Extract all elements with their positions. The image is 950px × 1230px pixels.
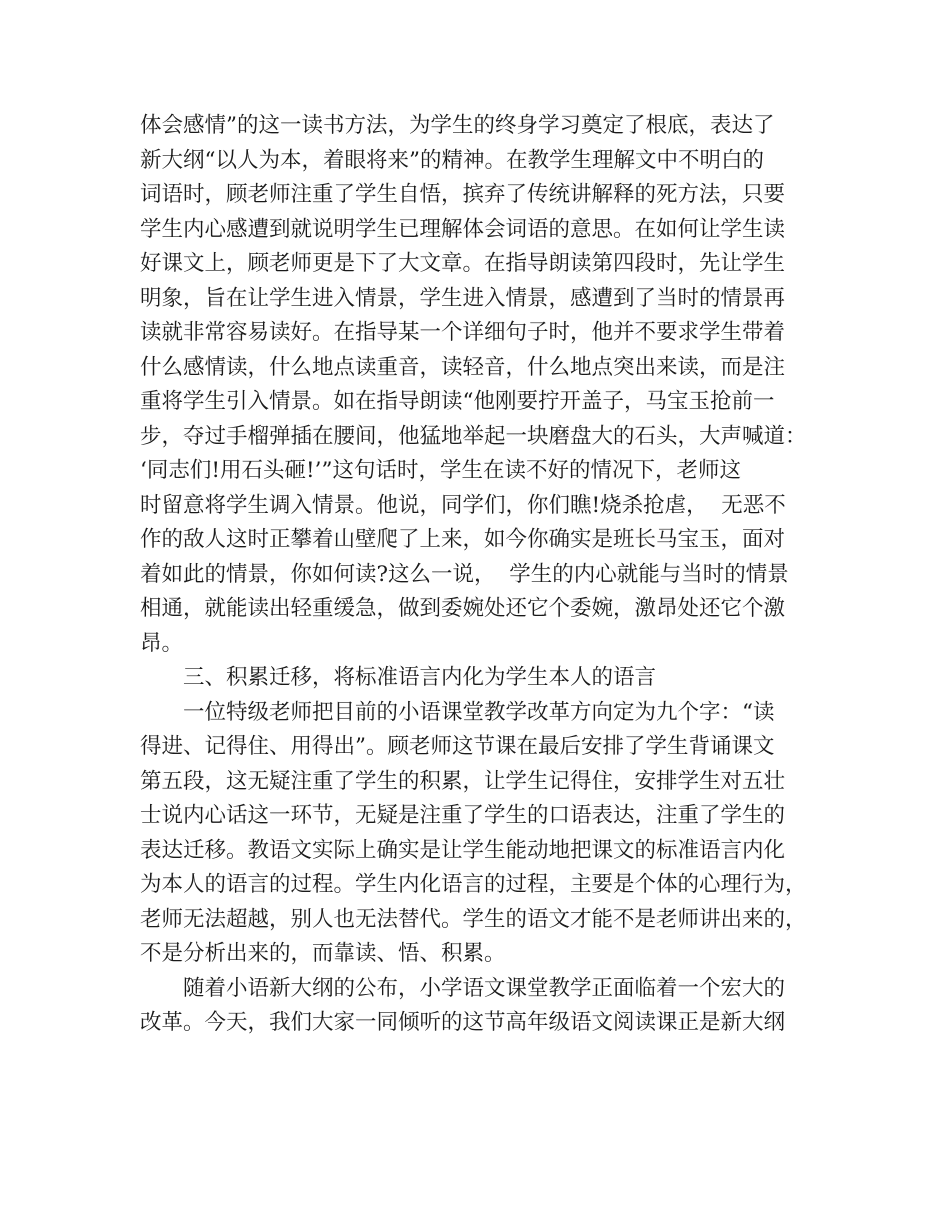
text-line: 为本人的语言的过程。学生内化语言的过程，主要是个体的心理行为， — [140, 872, 807, 897]
text-line: 不是分析出来的，而靠读、悟、积累。 — [140, 941, 506, 966]
text-line: 士说内心话这一环节，无疑是注重了学生的口语表达，注重了学生的 — [140, 803, 786, 828]
text-line: 好课文上，顾老师更是下了大文章。在指导朗读第四段时，先让学生 — [140, 251, 786, 276]
text-line: 学生内心感遭到就说明学生已理解体会词语的意思。在如何让学生读 — [140, 216, 786, 242]
text-line: 得进、记得住、用得出”。顾老师这节课在最后安排了学生背诵课文 — [140, 734, 775, 759]
text-line: 词语时，顾老师注重了学生自悟，摈弃了传统讲解释的死方法，只要 — [140, 182, 786, 207]
text-line: 步，夺过手榴弹插在腰间，他猛地举起一块磨盘大的石头，大声喊道： — [140, 423, 807, 449]
text-line: 老师无法超越，别人也无法替代。学生的语文才能不是老师讲出来的， — [140, 906, 807, 932]
text-line: ‘同志们!用石头砸!’”这句话时，学生在读不好的情况下，老师这 — [140, 458, 741, 483]
text-line: 什么感情读，什么地点读重音，读轻音，什么地点突出来读，而是注 — [140, 354, 786, 380]
text-line: 新大纲“以人为本，着眼将来”的精神。在教学生理解文中不明白的 — [140, 147, 764, 173]
text-line: 随着小语新大纲的公布，小学语文课堂教学正面临着一个宏大的 — [183, 975, 786, 1001]
text-line: 作的敌人这时正攀着山壁爬了上来，如今你确实是班长马宝玉，面对 — [140, 527, 786, 552]
text-line: 读就非常容易读好。在指导某一个详细句子时，他并不要求学生带着 — [140, 320, 786, 345]
section-heading: 三、积累迁移，将标准语言内化为学生本人的语言 — [183, 665, 657, 690]
text-line: 明象，旨在让学生进入情景，学生进入情景，感遭到了当时的情景再 — [140, 285, 786, 311]
body-text — [140, 109, 830, 1041]
text-line: 一位特级老师把目前的小语课堂教学改革方向定为九个字：“读 — [183, 699, 775, 725]
text-line: 第五段，这无疑注重了学生的积累，让学生记得住，安排学生对五壮 — [140, 768, 786, 794]
text-line: 体会感情”的这一读书方法，为学生的终身学习奠定了根底，表达了 — [140, 113, 775, 138]
text-line: 改革。今天，我们大家一同倾听的这节高年级语文阅读课正是新大纲 — [140, 1010, 786, 1035]
text-line: 着如此的情景，你如何读?这么一说， 学生的内心就能与当时的情景 — [140, 561, 789, 587]
text-line: 重将学生引入情景。如在指导朗读“他刚要拧开盖子，马宝玉抢前一 — [140, 389, 775, 414]
text-line: 相通，就能读出轻重缓急，做到委婉处还它个委婉，激昂处还它个激 — [140, 596, 786, 621]
text-line: 昂。 — [140, 630, 184, 656]
text-line: 表达迁移。教语文实际上确实是让学生能动地把课文的标准语言内化 — [140, 837, 786, 863]
text-line: 时留意将学生调入情景。他说，同学们，你们瞧!烧杀抢虐， 无恶不 — [140, 492, 786, 518]
